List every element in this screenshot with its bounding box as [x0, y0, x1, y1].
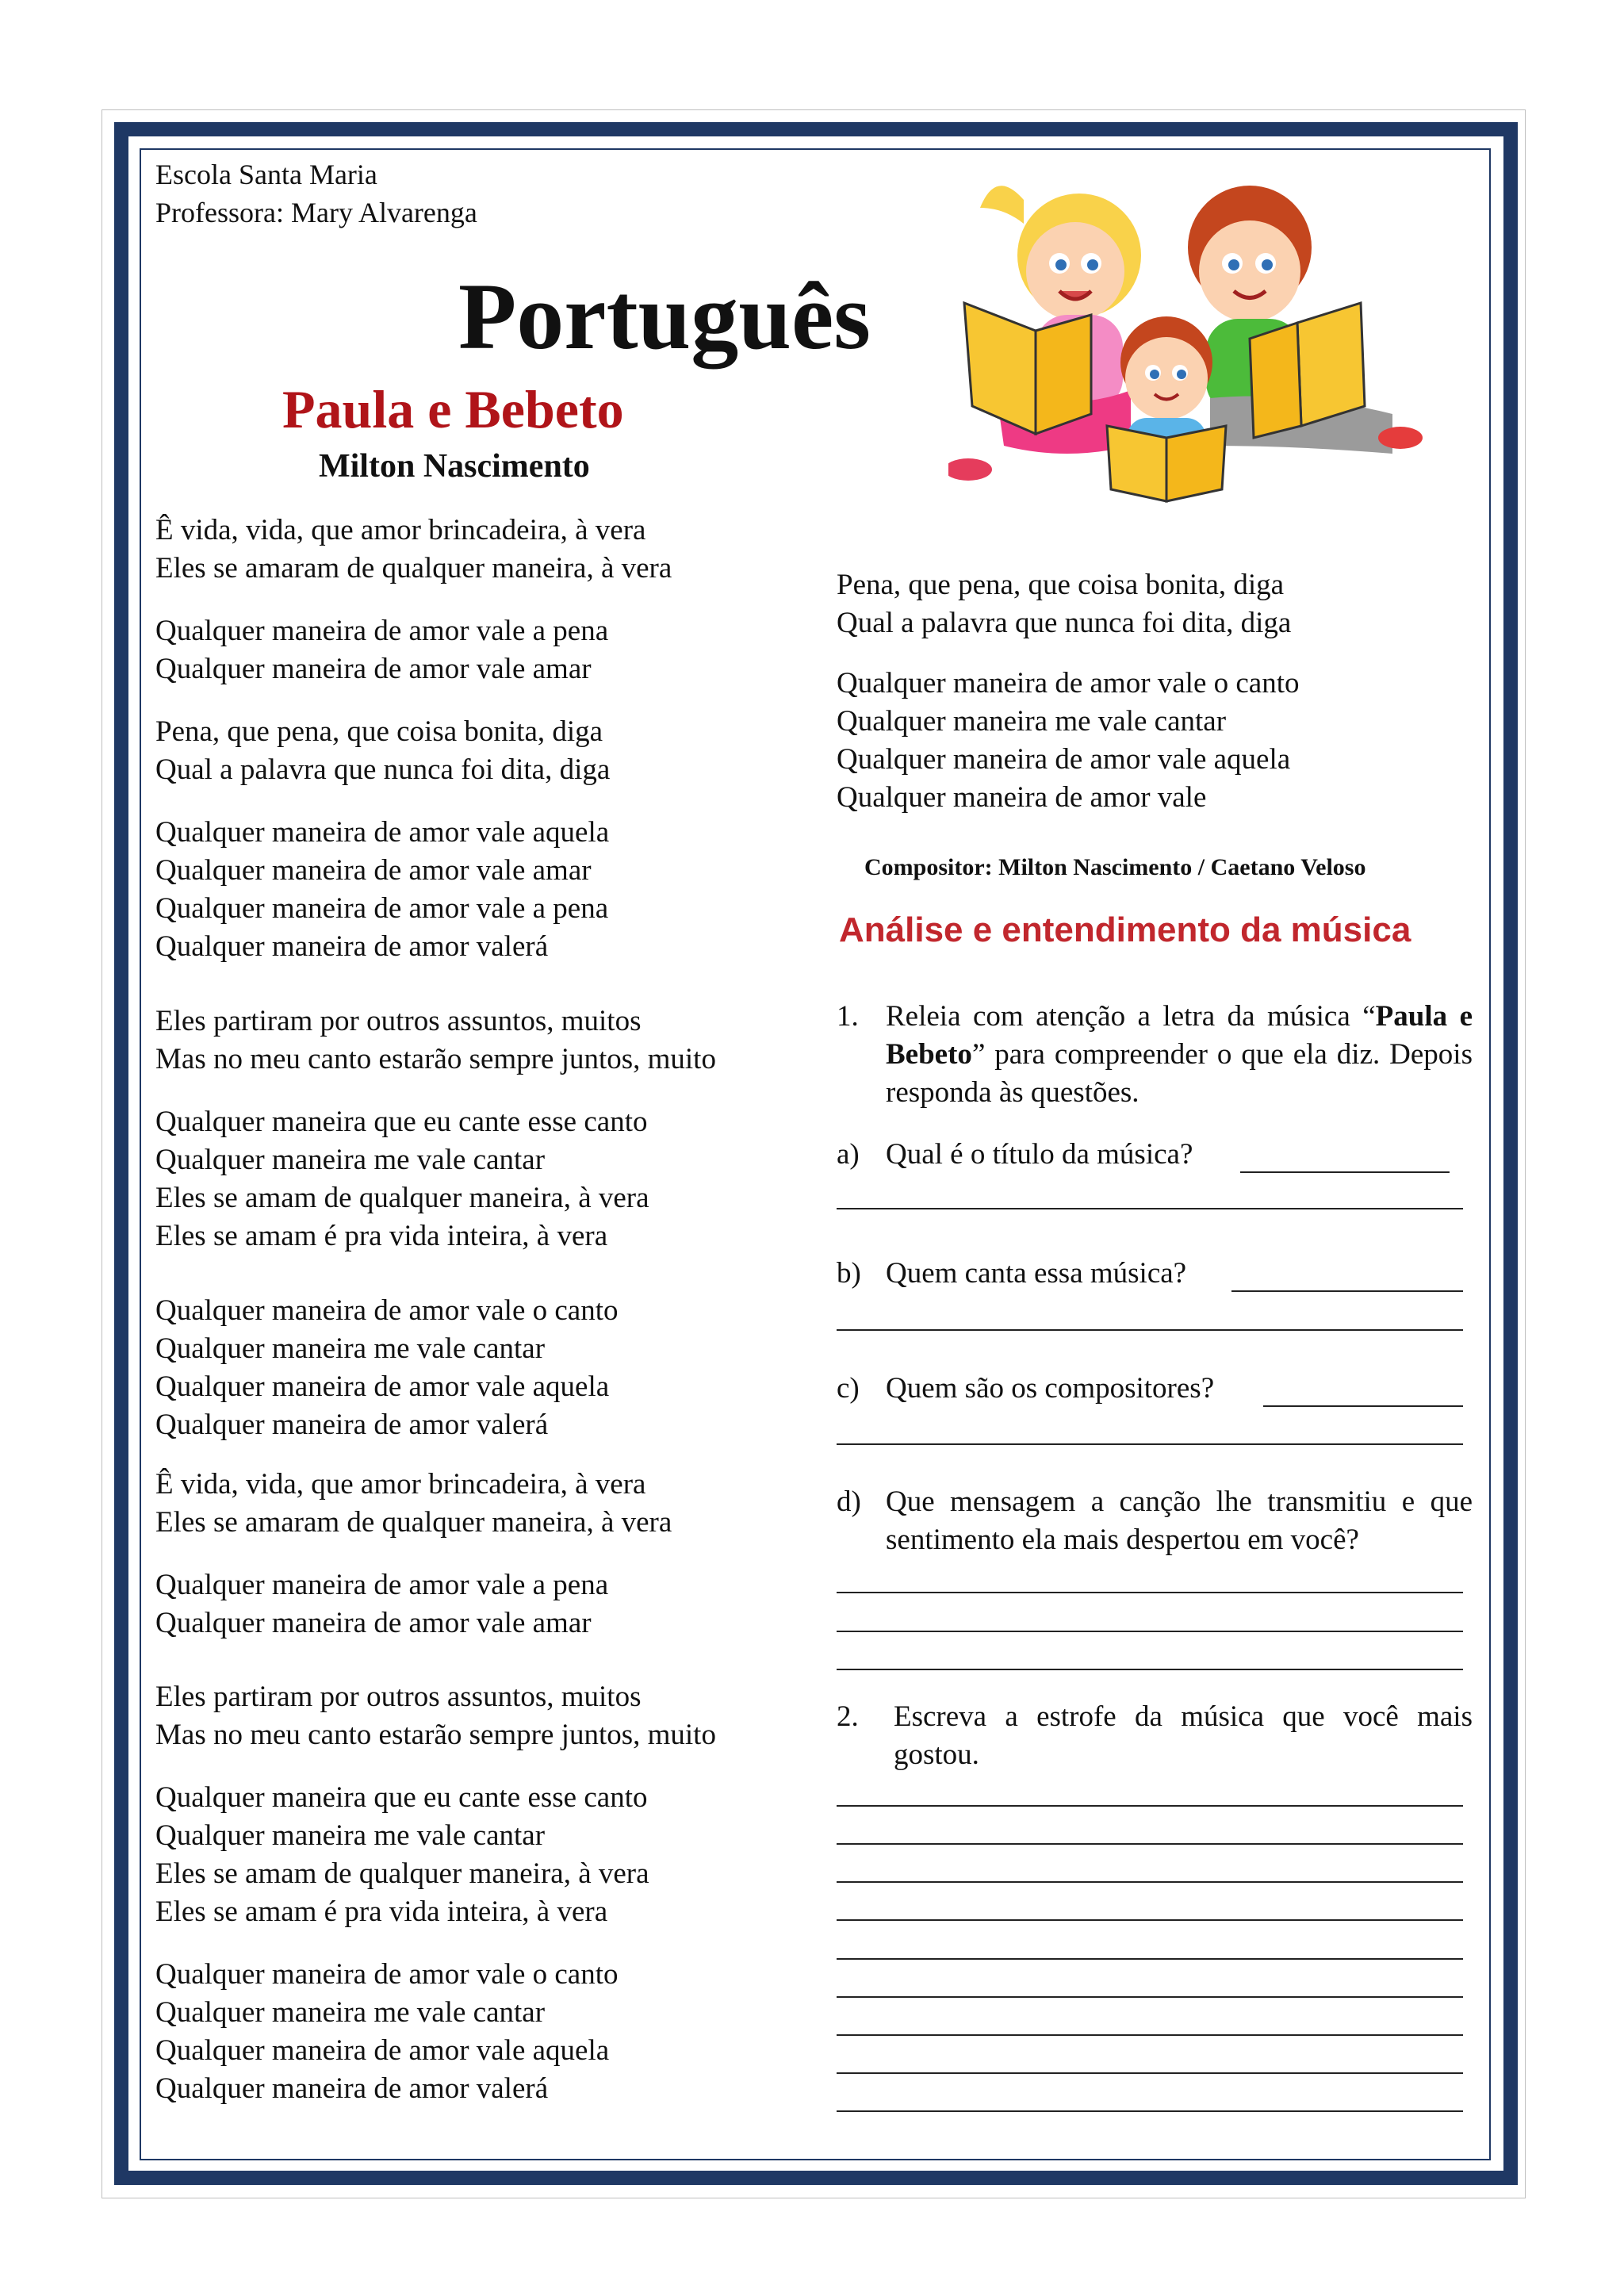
lyric-line: Qualquer maneira de amor vale aquela: [155, 1370, 610, 1403]
lyric-line: Qualquer maneira de amor vale a pena: [155, 615, 609, 647]
answer-field[interactable]: [837, 1329, 1463, 1331]
subquestion-label: c): [837, 1372, 860, 1405]
girl-face: [1026, 222, 1124, 320]
question-number: 2.: [837, 1700, 859, 1733]
answer-field[interactable]: [837, 1996, 1463, 1998]
lyric-line: Pena, que pena, que coisa bonita, diga: [155, 715, 603, 748]
answer-field[interactable]: [837, 2072, 1463, 2074]
answer-field[interactable]: [837, 1443, 1463, 1445]
answer-field[interactable]: [1240, 1171, 1450, 1173]
lyric-line: Eles se amam é pra vida inteira, à vera: [155, 1220, 608, 1252]
lyric-line: Qualquer maneira de amor valerá: [155, 2072, 549, 2105]
lyric-line: Eles se amam de qualquer maneira, à vera: [155, 1857, 649, 1890]
lyric-line: Qualquer maneira me vale cantar: [155, 1819, 546, 1852]
lyric-line: Mas no meu canto estarão sempre juntos, muito: [155, 1719, 716, 1751]
teacher-name: Professora: Mary Alvarenga: [155, 197, 477, 228]
lyric-line: Qualquer maneira de amor vale aquela: [837, 743, 1291, 776]
song-artist: Milton Nascimento: [319, 448, 590, 485]
question-1-text: Releia com atenção a letra da música “Paula e Bebeto” para compreender o que ela diz. Depois responda às questões.: [886, 1000, 1473, 1109]
lyric-line: Eles partiram por outros assuntos, muitos: [155, 1681, 642, 1713]
answer-field[interactable]: [837, 1805, 1463, 1807]
answer-field[interactable]: [1231, 1290, 1463, 1292]
page-title: Português: [458, 263, 871, 369]
lyric-line: Ê vida, vida, que amor brincadeira, à vera: [155, 1468, 646, 1501]
question-number: 1.: [837, 1000, 859, 1033]
answer-field[interactable]: [837, 1881, 1463, 1883]
lyric-line: Qualquer maneira de amor vale o canto: [837, 667, 1300, 700]
lyric-line: Qualquer maneira me vale cantar: [155, 1996, 546, 2029]
lyric-line: Qualquer maneira de amor valerá: [155, 1409, 549, 1441]
lyric-line: Qualquer maneira de amor vale: [837, 781, 1207, 814]
answer-field[interactable]: [837, 1631, 1463, 1632]
lyric-line: Eles partiram por outros assuntos, muitos: [155, 1005, 642, 1037]
lyric-line: Eles se amaram de qualquer maneira, à vera: [155, 1506, 672, 1539]
subquestion-c-text: Quem são os compositores?: [886, 1372, 1215, 1405]
lyric-line: Eles se amaram de qualquer maneira, à vera: [155, 552, 672, 585]
boy-face: [1199, 220, 1300, 322]
lyric-line: Qualquer maneira de amor vale amar: [155, 1607, 592, 1639]
lyric-line: Qualquer maneira que eu cante esse canto: [155, 1106, 648, 1138]
lyric-line: Qual a palavra que nunca foi dita, diga: [837, 607, 1292, 639]
lyric-line: Qualquer maneira de amor vale amar: [155, 854, 592, 887]
lyric-line: Qualquer maneira de amor vale amar: [155, 653, 592, 685]
lyric-line: Ê vida, vida, que amor brincadeira, à vera: [155, 514, 646, 546]
answer-field[interactable]: [837, 1843, 1463, 1845]
lyric-line: Eles se amam é pra vida inteira, à vera: [155, 1895, 608, 1928]
subquestion-a-text: Qual é o título da música?: [886, 1138, 1193, 1171]
answer-field[interactable]: [837, 1669, 1463, 1670]
lyric-line: Qualquer maneira me vale cantar: [155, 1144, 546, 1176]
subquestion-b-text: Quem canta essa música?: [886, 1257, 1187, 1290]
question-2-text: Escreva a estrofe da música que você mais gostou.: [894, 1700, 1473, 1771]
lyric-line: Qualquer maneira de amor vale a pena: [155, 1569, 609, 1601]
lyric-line: Qualquer maneira de amor vale o canto: [155, 1294, 619, 1327]
answer-field[interactable]: [837, 1958, 1463, 1960]
answer-field[interactable]: [837, 1208, 1463, 1209]
lyric-line: Eles se amam de qualquer maneira, à vera: [155, 1182, 649, 1214]
subquestion-label: a): [837, 1138, 860, 1171]
answer-field[interactable]: [1263, 1405, 1463, 1407]
subquestion-label: d): [837, 1485, 861, 1518]
lyric-line: Qual a palavra que nunca foi dita, diga: [155, 753, 611, 786]
school-name: Escola Santa Maria: [155, 159, 377, 190]
subquestion-d-text: Que mensagem a canção lhe transmitiu e que sentimento ela mais despertou em você?: [886, 1485, 1473, 1556]
song-title-ref: Paula e Bebeto: [886, 1000, 1473, 1071]
answer-field[interactable]: [837, 1919, 1463, 1921]
answer-field[interactable]: [837, 2110, 1463, 2112]
lyric-line: Qualquer maneira que eu cante esse canto: [155, 1781, 648, 1814]
lyric-line: Qualquer maneira de amor valerá: [155, 930, 549, 963]
lyric-line: Qualquer maneira de amor vale a pena: [155, 892, 609, 925]
lyric-line: Mas no meu canto estarão sempre juntos, muito: [155, 1043, 716, 1075]
lyric-line: Qualquer maneira me vale cantar: [155, 1332, 546, 1365]
baby-face: [1125, 337, 1208, 420]
composer-credit: Compositor: Milton Nascimento / Caetano Veloso: [864, 854, 1366, 880]
section-title: Análise e entendimento da música: [839, 910, 1411, 949]
answer-field[interactable]: [837, 2034, 1463, 2036]
lyric-line: Qualquer maneira me vale cantar: [837, 705, 1227, 738]
lyric-line: Qualquer maneira de amor vale aquela: [155, 816, 610, 849]
lyric-line: Qualquer maneira de amor vale aquela: [155, 2034, 610, 2067]
song-title: Paula e Bebeto: [282, 379, 624, 439]
children-reading-books-icon: [948, 152, 1424, 525]
lyric-line: Pena, que pena, que coisa bonita, diga: [837, 569, 1285, 601]
subquestion-label: b): [837, 1257, 861, 1290]
answer-field[interactable]: [837, 1592, 1463, 1593]
lyric-line: Qualquer maneira de amor vale o canto: [155, 1958, 619, 1991]
